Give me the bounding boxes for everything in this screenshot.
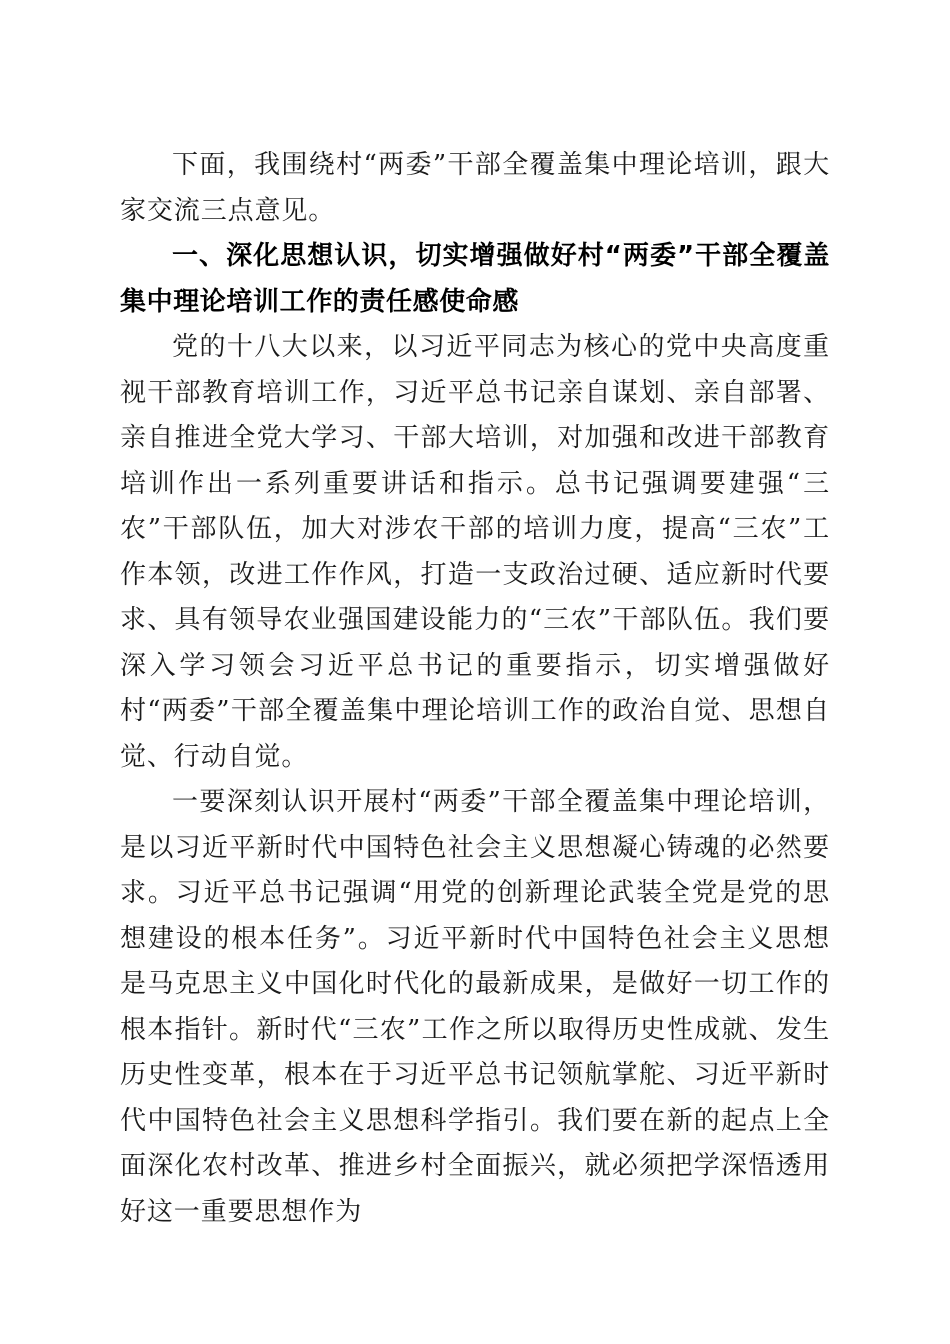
section-heading-1: 一、深化思想认识，切实增强做好村“两委”干部全覆盖集中理论培训工作的责任感使命感 [120, 241, 830, 317]
body-paragraph-1: 党的十八大以来，以习近平同志为核心的党中央高度重视干部教育培训工作，习近平总书记亲自谋划、亲自部署、亲自推进全党大学习、干部大培训，对加强和改进干部教育培训作出一系列重要讲话和指示。总书记强调要建强“三农”干部队伍，加大对涉农干部的培训力度，提高“三农”工作本领，改进工作作风，打造一支政治过硬、适应新时代要求、具有领导农业强国建设能力的“三农”干部队伍。我们要深入学习领会习近平总书记的重要指示，切实增强做好村“两委”干部全覆盖集中理论培训工作的政治自觉、思想自觉、行动自觉。 [120, 332, 830, 772]
body-paragraph-2: 一要深刻认识开展村“两委”干部全覆盖集中理论培训，是以习近平新时代中国特色社会主义思想凝心铸魂的必然要求。习近平总书记强调“用党的创新理论武装全党是党的思想建设的根本任务”。习近平新时代中国特色社会主义思想是马克思主义中国化时代化的最新成果，是做好一切工作的根本指针。新时代“三农”工作之所以取得历史性成就、发生历史性变革，根本在于习近平总书记领航掌舵、习近平新时代中国特色社会主义思想科学指引。我们要在新的起点上全面深化农村改革、推进乡村全面振兴，就必须把学深悟透用好这一重要思想作为 [120, 787, 830, 1227]
document-body [120, 143, 830, 1235]
intro-paragraph: 下面，我围绕村“两委”干部全覆盖集中理论培训，跟大家交流三点意见。 [120, 150, 830, 226]
